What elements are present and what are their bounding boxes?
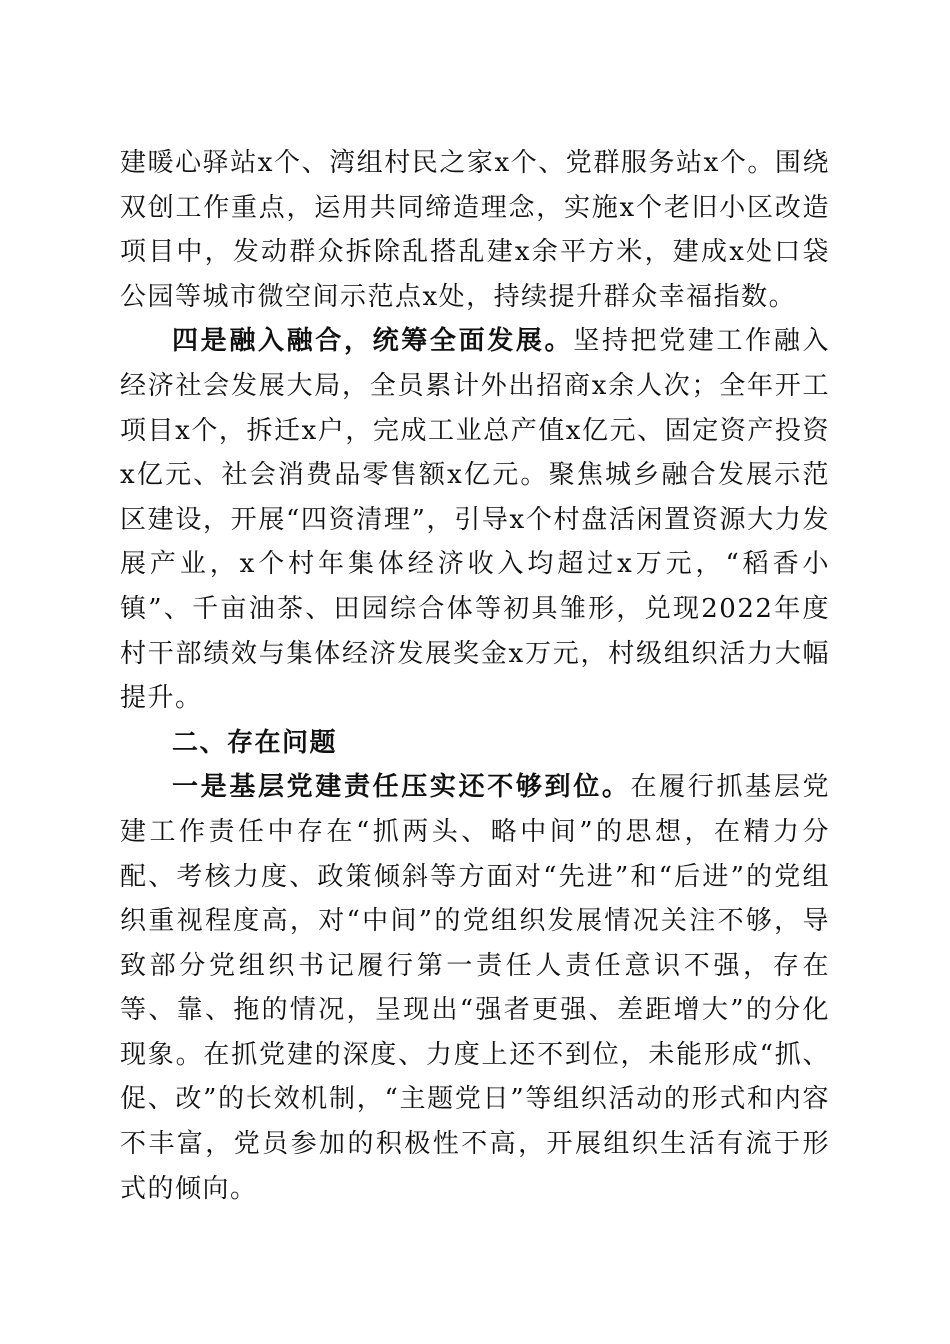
paragraph-continuation: [120, 141, 830, 319]
paragraph-lead: 一是基层党建责任压实还不够到位。: [172, 772, 631, 803]
paragraph-body: 坚持把党建工作融入经济社会发展大局，全员累计外出招商x余人次；全年开工项目x个，拆迁x户，完成工业总产值x亿元、固定资产投资x亿元、社会消费品零售额x亿元。聚焦城乡融合发展示范区建设，开展“四资清理”，引导x个村盘活闲置资源大力发展产业，x个村年集体经济收入均超过x万元，“稻香小镇”、千亩油茶、田园综合体等初具雏形，兑现2022年度村干部绩效与集体经济发展奖金x万元，村级组织活力大幅提升。: [120, 326, 830, 714]
section-heading: 二、存在问题: [172, 727, 338, 758]
paragraph-party-building-responsibility: [120, 765, 830, 1211]
paragraph-text: 建暖心驿站x个、湾组村民之家x个、党群服务站x个。围绕双创工作重点，运用共同缔造理念，实施x个老旧小区改造项目中，发动群众拆除乱搭乱建x余平方米，建成x处口袋公园等城市微空间示范点x处，持续提升群众幸福指数。: [120, 148, 830, 312]
document-page: [120, 141, 830, 1211]
paragraph-lead: 四是融入融合，统筹全面发展。: [172, 326, 574, 357]
paragraph-integration-development: [120, 319, 830, 720]
paragraph-body: 在履行抓基层党建工作责任中存在“抓两头、略中间”的思想，在精力分配、考核力度、政策倾斜等方面对“先进”和“后进”的党组织重视程度高，对“中间”的党组织发展情况关注不够，导致部分党组织书记履行第一责任人责任意识不强，存在等、靠、拖的情况，呈现出“强者更强、差距增大”的分化现象。在抓党建的深度、力度上还不到位，未能形成“抓、促、改”的长效机制，“主题党日”等组织活动的形式和内容不丰富，党员参加的积极性不高，开展组织生活有流于形式的倾向。: [120, 772, 830, 1204]
